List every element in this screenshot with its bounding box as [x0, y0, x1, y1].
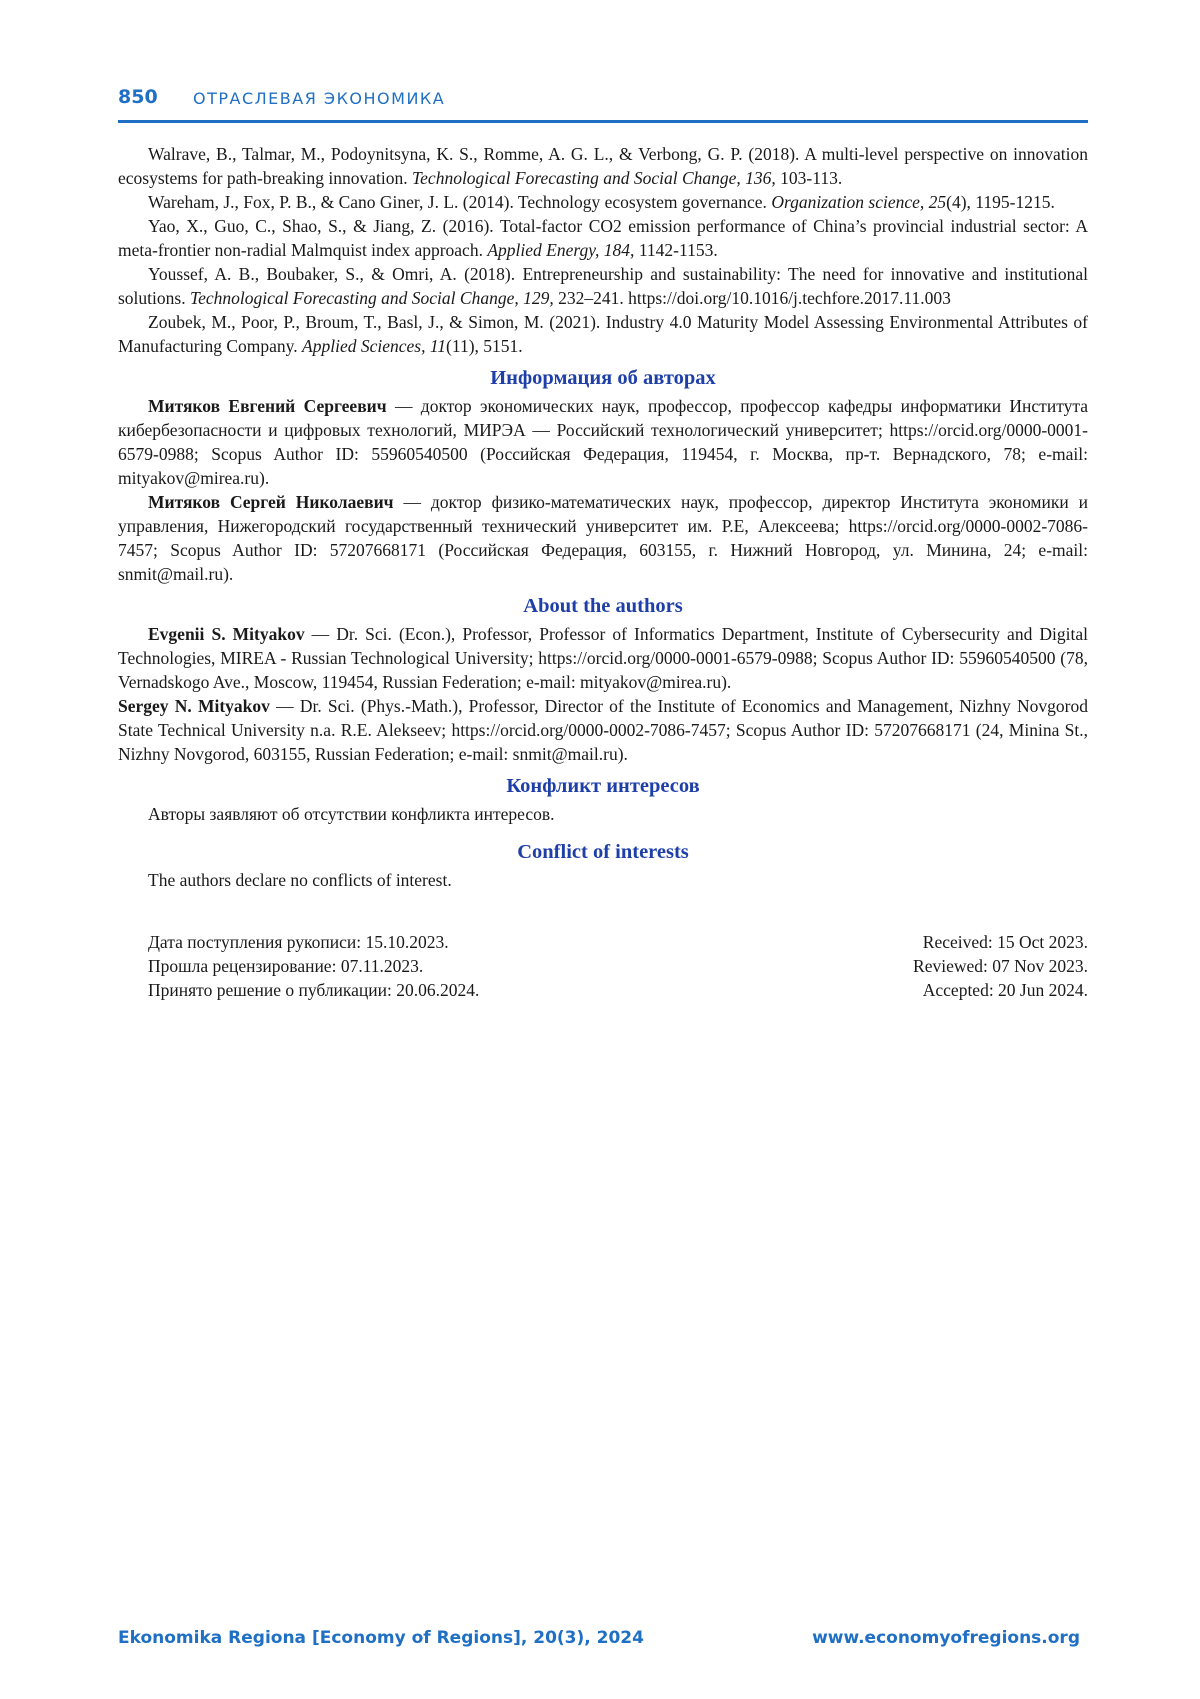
- reference-item: Wareham, J., Fox, P. B., & Cano Giner, J. L. (2014). Technology ecosystem governance. Organization science, 25(4), 1195-1215.: [148, 192, 1055, 212]
- section-title-conflict-en: Conflict of interests: [517, 841, 689, 863]
- date-reviewed-ru: Прошла рецензирование: 07.11.2023.: [148, 956, 424, 976]
- journal-citation: Ekonomika Regiona [Economy of Regions], 20(3), 2024: [118, 1628, 644, 1648]
- author-info: Sergey N. Mityakov — Dr. Sci. (Phys.-Math.), Professor, Director of the Institute of Economics and Management, Nizhny Novgorod State Technical University n.a. R.E. Alekseev; https://orcid.org/0000-0002-7086-7457; Scopus Author ID: 57207668171 (24, Minina St., Nizhny Novgorod, 603155, Russian Federation; e-mail: snmit@mail.ru).: [118, 696, 1088, 764]
- date-accepted-en: Accepted: 20 Jun 2024.: [922, 980, 1088, 1000]
- conflict-text-ru: Авторы заявляют об отсутствии конфликта интересов.: [148, 804, 555, 824]
- dates-ru: [148, 930, 479, 1002]
- date-reviewed-en: Reviewed: 07 Nov 2023.: [913, 956, 1088, 976]
- page-content: [118, 142, 1088, 1010]
- author-info: Митяков Евгений Сергеевич — доктор экономических наук, профессор, профессор кафедры информатики Института кибербезопасности и цифровых технологий, МИРЭА — Российский технологический университет; https://orcid.org/0000-0001-6579-0988; Scopus Author ID: 55960540500 (Российская Федерация, 119454, г. Москва, пр-т. Вернадского, 78; e-mail: mityakov@mirea.ru).: [118, 396, 1088, 488]
- running-title: ОТРАСЛЕВАЯ ЭКОНОМИКА: [193, 89, 446, 108]
- page-footer: [118, 1628, 1080, 1654]
- author-info: Evgenii S. Mityakov — Dr. Sci. (Econ.), Professor, Professor of Informatics Department, Institute of Cybersecurity and Digital Technologies, MIREA - Russian Technological University; https://orcid.org/0000-0001-6579-0988; Scopus Author ID: 55960540500 (78, Vernadskogo Ave., Moscow, 119454, Russian Federation; e-mail: mityakov@mirea.ru).: [118, 624, 1088, 692]
- section-title-authors-ru: Информация об авторах: [490, 367, 716, 389]
- conflict-text-en: The authors declare no conflicts of interest.: [148, 870, 452, 890]
- author-info: Митяков Сергей Николаевич — доктор физико-математических наук, профессор, директор Института экономики и управления, Нижегородский государственный технический университет им. Р.Е, Алексеева; https://orcid.org/0000-0002-7086-7457; Scopus Author ID: 57207668171 (Российская Федерация, 603155, г. Нижний Новгород, ул. Минина, 24; e-mail: snmit@mail.ru).: [118, 492, 1088, 584]
- section-title-conflict-ru: Конфликт интересов: [506, 775, 700, 797]
- date-received-ru: Дата поступления рукописи: 15.10.2023.: [148, 932, 449, 952]
- reference-item: Zoubek, M., Poor, P., Broum, T., Basl, J., & Simon, M. (2021). Industry 4.0 Maturity Model Assessing Environmental Attributes of Manufacturing Company. Applied Sciences, 11(11), 5151.: [118, 312, 1088, 356]
- page-header: [118, 86, 1088, 123]
- reference-item: Walrave, B., Talmar, M., Podoynitsyna, K. S., Romme, A. G. L., & Verbong, G. P. (2018). A multi-level perspective on innovation ecosystems for path-breaking innovation. Technological Forecasting and Social Change, 136, 103-113.: [118, 144, 1088, 188]
- page-number: 850: [118, 86, 158, 108]
- manuscript-dates: [118, 930, 1088, 1010]
- date-accepted-ru: Принято решение о публикации: 20.06.2024.: [148, 980, 480, 1000]
- journal-website[interactable]: www.economyofregions.org: [812, 1628, 1080, 1648]
- reference-item: Yao, X., Guo, C., Shao, S., & Jiang, Z. (2016). Total-factor CO2 emission performance of China’s provincial industrial sector: A meta-frontier non-radial Malmquist index approach. Applied Energy, 184, 1142-1153.: [118, 216, 1088, 260]
- section-title-authors-en: About the authors: [523, 595, 683, 617]
- dates-en: [913, 930, 1088, 1002]
- reference-item: Youssef, A. B., Boubaker, S., & Omri, A. (2018). Entrepreneurship and sustainability: The need for innovative and institutional solutions. Technological Forecasting and Social Change, 129, 232–241. https://doi.org/10.1016/j.techfore.2017.11.003: [118, 264, 1088, 308]
- date-received-en: Received: 15 Oct 2023.: [922, 932, 1088, 952]
